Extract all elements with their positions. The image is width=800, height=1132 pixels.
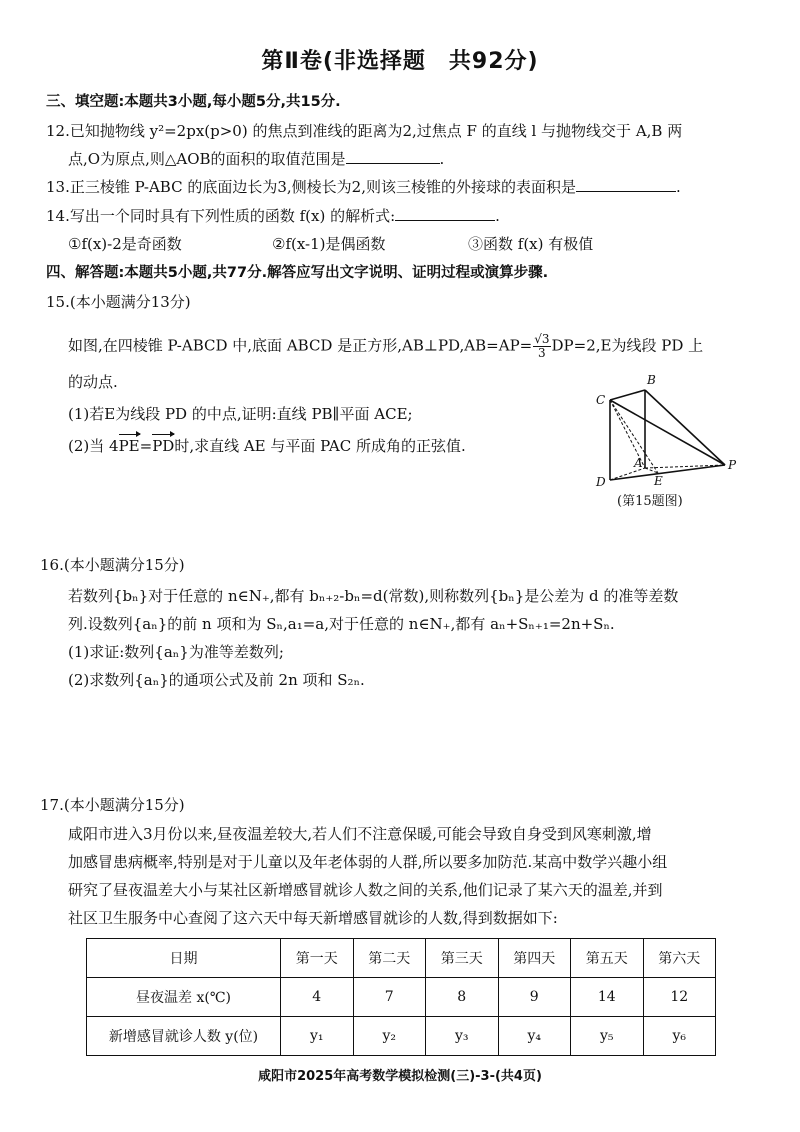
figure-caption: (第15题图): [617, 494, 683, 509]
question-14-option-3: ③函数 f(x) 有极值: [468, 235, 594, 253]
table-cell: y₃: [426, 1017, 499, 1056]
label-a: A: [634, 456, 643, 470]
table-row: [87, 1017, 716, 1056]
question-15-line-1: [68, 333, 703, 360]
table-cell: 日期: [87, 939, 281, 978]
question-12-line-2: 点,O为原点,则△AOB的面积的取值范围是 .: [68, 150, 445, 168]
answer-blank-13: [576, 177, 676, 192]
table-cell: 昼夜温差 x(℃): [87, 978, 281, 1017]
question-12-line-1: 12.已知抛物线 y²=2px(p>0) 的焦点到准线的距离为2,过焦点 F 的直线 l 与抛物线交于 A,B 两: [46, 122, 683, 140]
table-cell: 第二天: [353, 939, 426, 978]
table-cell: 8: [426, 978, 499, 1017]
question-15-line-1-start: 如图,在四棱锥 P-ABCD 中,底面 ABCD 是正方形,AB⊥PD,AB=AP=: [68, 336, 533, 355]
data-table: [86, 938, 716, 1056]
table-row: [87, 978, 716, 1017]
table-cell: y₂: [353, 1017, 426, 1056]
question-15-line-1-end: DP=2,E为线段 PD 上: [551, 336, 704, 355]
table-cell: 第四天: [498, 939, 571, 978]
question-16-header: 16.(本小题满分15分): [40, 556, 185, 574]
page-title: 第Ⅱ卷(非选择题 共92分): [261, 49, 539, 74]
table-cell: 第六天: [643, 939, 716, 978]
table-cell: y₅: [571, 1017, 644, 1056]
question-14-option-2: ②f(x-1)是偶函数: [272, 235, 386, 253]
question-16-line-2: 列.设数列{aₙ}的前 n 项和为 Sₙ,a₁=a,对于任意的 n∈N₊,都有 aₙ+Sₙ₊₁=2n+Sₙ.: [68, 615, 615, 633]
table-cell: 9: [498, 978, 571, 1017]
fill-in-section-heading: 三、填空题:本题共3小题,每小题5分,共15分.: [46, 94, 341, 110]
question-14: 14.写出一个同时具有下列性质的函数 f(x) 的解析式: .: [46, 207, 500, 225]
table-cell: 第三天: [426, 939, 499, 978]
question-17-header: 17.(本小题满分15分): [40, 796, 185, 814]
answer-blank-12: [346, 149, 440, 164]
part-2-suffix: 时,求直线 AE 与平面 PAC 所成角的正弦值.: [174, 437, 466, 455]
vector-pd: PD: [152, 437, 175, 455]
table-cell: 7: [353, 978, 426, 1017]
part-2-prefix: (2)当 4: [68, 437, 119, 455]
answer-blank-14: [395, 206, 495, 221]
table-header-row: [87, 939, 716, 978]
table-cell: y₆: [643, 1017, 716, 1056]
edge-bp: [645, 390, 725, 465]
label-e: E: [654, 474, 663, 488]
label-d: D: [596, 475, 606, 489]
label-b: B: [647, 373, 656, 387]
fraction-numerator: √3: [534, 332, 550, 346]
question-12-text: 点,O为原点,则△AOB的面积的取值范围是: [68, 150, 346, 168]
question-17-line-1: 咸阳市进入3月份以来,昼夜温差较大,若人们不注意保暖,可能会导致自身受到风寒刺激,增: [68, 825, 652, 843]
question-16-part-2: (2)求数列{aₙ}的通项公式及前 2n 项和 S₂ₙ.: [68, 671, 365, 689]
question-15-line-2: 的动点.: [68, 373, 118, 391]
table-cell: 第一天: [281, 939, 354, 978]
question-13-text: 13.正三棱锥 P-ABC 的底面边长为3,侧棱长为2,则该三棱锥的外接球的表面积是: [46, 178, 576, 196]
question-17-line-2: 加感冒患病概率,特别是对于儿童以及年老体弱的人群,所以要多加防范.某高中数学兴趣小组: [68, 853, 668, 871]
table-cell: 第五天: [571, 939, 644, 978]
question-14-option-1: ①f(x)-2是奇函数: [68, 235, 182, 253]
label-p: P: [728, 458, 737, 472]
answer-section-heading: 四、解答题:本题共5小题,共77分.解答应写出文字说明、证明过程或演算步骤.: [46, 265, 549, 281]
equals-sign: =: [139, 437, 153, 455]
page-footer: 咸阳市2025年高考数学模拟检测(三)-3-(共4页): [258, 1069, 542, 1084]
question-17-line-4: 社区卫生服务中心查阅了这六天中每天新增感冒就诊的人数,得到数据如下:: [68, 909, 558, 927]
question-15-part-2: [68, 436, 466, 456]
table-cell: y₁: [281, 1017, 354, 1056]
edge-cb: [610, 390, 645, 400]
question-16-line-1: 若数列{bₙ}对于任意的 n∈N₊,都有 bₙ₊₂-bₙ=d(常数),则称数列{bₙ}是公差为 d 的准等差数: [68, 587, 679, 605]
question-14-text: 14.写出一个同时具有下列性质的函数 f(x) 的解析式:: [46, 207, 396, 225]
fraction-root3-over-3: [533, 333, 550, 360]
question-15-header: 15.(本小题满分13分): [46, 293, 191, 311]
vector-pe: PE: [118, 437, 140, 455]
question-15-part-1: (1)若E为线段 PD 的中点,证明:直线 PB∥平面 ACE;: [68, 405, 413, 423]
label-c: C: [596, 393, 606, 407]
table-cell: 新增感冒就诊人数 y(位): [87, 1017, 281, 1056]
table-cell: 12: [643, 978, 716, 1017]
edge-ae: [645, 468, 658, 473]
table-cell: y₄: [498, 1017, 571, 1056]
table-cell: 4: [281, 978, 354, 1017]
question-13: 13.正三棱锥 P-ABC 的底面边长为3,侧棱长为2,则该三棱锥的外接球的表面积是 .: [46, 178, 681, 196]
question-17-line-3: 研究了昼夜温差大小与某社区新增感冒就诊人数之间的关系,他们记录了某六天的温差,并到: [68, 881, 663, 899]
table-cell: 14: [571, 978, 644, 1017]
question-16-part-1: (1)求证:数列{aₙ}为准等差数列;: [68, 643, 284, 661]
fraction-denominator: 3: [538, 346, 546, 360]
